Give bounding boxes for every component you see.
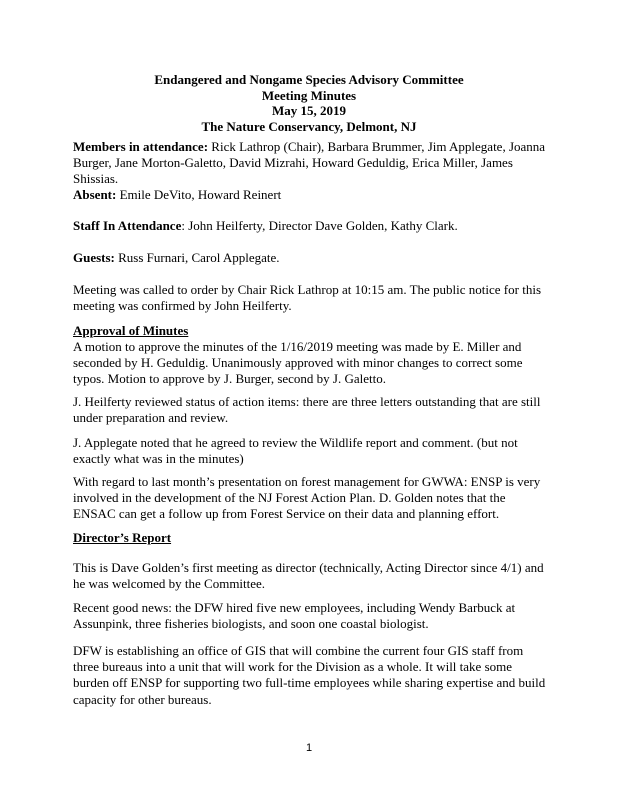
page-number: 1	[305, 742, 313, 754]
members-paragraph	[73, 139, 551, 188]
approval-paragraph-3: J. Applegate noted that he agreed to review the Wildlife report and comment. (but not exactly what was in the minutes)	[73, 435, 518, 467]
meeting-location: The Nature Conservancy, Delmont, NJ	[201, 118, 417, 134]
document-subtitle: Meeting Minutes	[261, 87, 357, 103]
document-header	[0, 72, 618, 134]
guests-paragraph	[73, 250, 551, 266]
approval-paragraph-4: With regard to last month’s presentation on forest management for GWWA: ENSP is very involved in the development of the NJ Forest Action Plan. D. Golden notes that the ENSAC can get a follow up from Forest Service on their data and planning effort.	[73, 474, 541, 522]
guests-list: Russ Furnari, Carol Applegate.	[114, 250, 280, 265]
director-paragraph-1: This is Dave Golden’s first meeting as director (technically, Acting Director since 4/1) and he was welcomed by the Committee.	[73, 560, 544, 592]
staff-label: Staff In Attendance	[73, 218, 182, 233]
director-paragraph-3: DFW is establishing an office of GIS that will combine the current four GIS staff from three bureaus into a unit that will work for the Division as a whole. It will take some burden off ENSP for supporting two full-time employees while sharing expertise and build capacity for other bureaus.	[73, 643, 546, 707]
approval-paragraph-1: A motion to approve the minutes of the 1/16/2019 meeting was made by E. Miller and seconded by H. Geduldig. Unanimously approved with minor changes to correct some typos. Motion to approve by J. Burger, second by J. Galetto.	[73, 339, 523, 387]
absent-list: Emile DeVito, Howard Reinert	[116, 187, 282, 202]
approval-paragraph-2: J. Heilferty reviewed status of action items: there are three letters outstanding that are still under preparation and review.	[73, 394, 541, 426]
approval-heading: Approval of Minutes	[73, 323, 189, 338]
absent-paragraph	[73, 187, 551, 203]
committee-title: Endangered and Nongame Species Advisory Committee	[154, 72, 464, 87]
staff-paragraph	[73, 218, 551, 234]
guests-label: Guests:	[73, 250, 115, 265]
members-list: Rick Lathrop (Chair), Barbara Brummer, Jim Applegate, Joanna Burger, Jane Morton-Galetto, David Mizrahi, Howard Geduldig, Erica Miller, James Shissias.	[73, 139, 546, 187]
absent-label: Absent:	[73, 187, 117, 202]
director-paragraph-2: Recent good news: the DFW hired five new employees, including Wendy Barbuck at Assunpink, three fisheries biologists, and soon one coastal biologist.	[73, 600, 516, 632]
call-to-order-paragraph: Meeting was called to order by Chair Rick Lathrop at 10:15 am. The public notice for this meeting was confirmed by John Heilferty.	[73, 282, 541, 314]
director-heading: Director’s Report	[73, 530, 172, 545]
members-label: Members in attendance:	[73, 139, 209, 154]
meeting-date: May 15, 2019	[271, 103, 347, 119]
staff-list: : John Heilferty, Director Dave Golden, Kathy Clark.	[181, 218, 458, 233]
